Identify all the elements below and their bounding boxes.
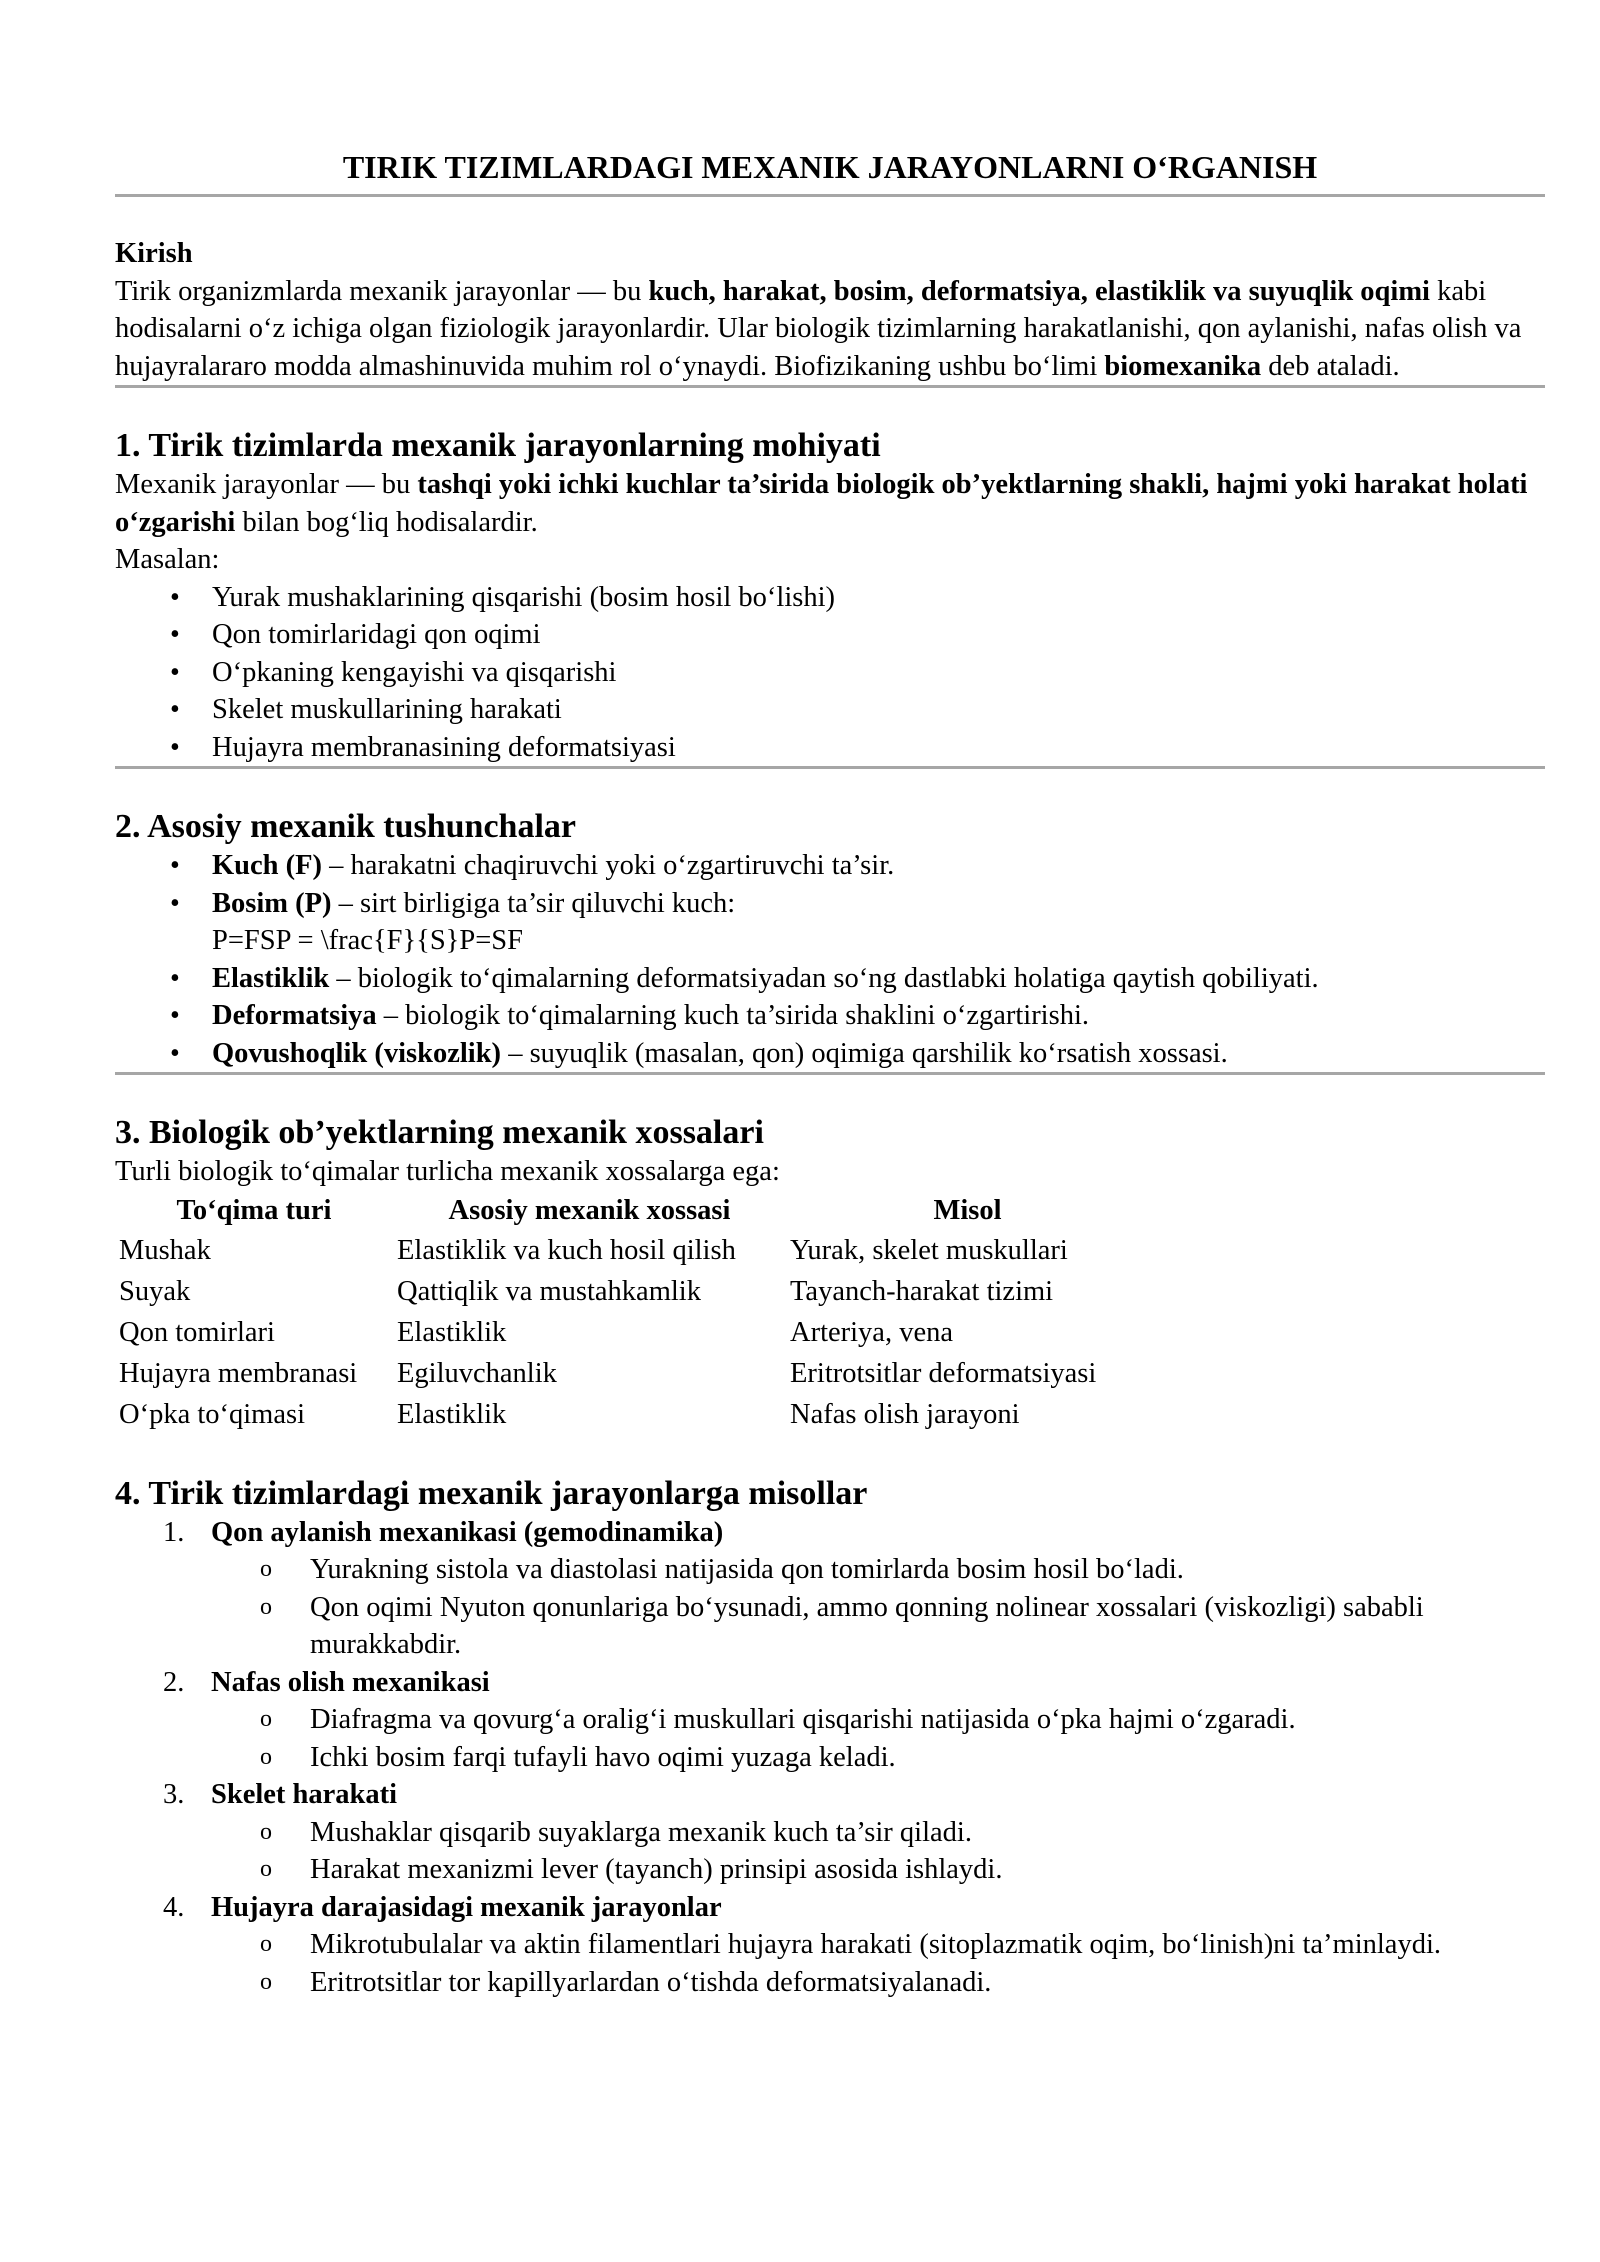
term: Deformatsiya (212, 1000, 377, 1031)
item-title: Qon aylanish mexanikasi (gemodinamika) (211, 1516, 724, 1548)
term: Kuch (F) (212, 850, 323, 881)
numbered-item (163, 1664, 1545, 1777)
column-header: To‘qima turi (176, 1194, 332, 1226)
list-item (170, 997, 1545, 1035)
term: Qovushoqlik (viskozlik) (212, 1037, 502, 1069)
item-number: 1. (163, 1516, 185, 1548)
table-header-row (115, 1191, 1149, 1231)
intro-text-3: deb ataladi. (1261, 350, 1400, 382)
sub-item: o Harakat mexanizmi lever (tayanch) prinsipi asosida ishlaydi. (260, 1851, 1545, 1889)
table-cell: Suyak (119, 1276, 191, 1307)
term-description: – suyuqlik (masalan, qon) oqimiga qarshilik ko‘rsatish xossasi. (501, 1037, 1228, 1069)
intro-bold-2: biomexanika (1104, 350, 1262, 382)
section-1 (115, 388, 1545, 766)
intro-text-2: kabi hodisalarni o‘z ichiga olgan fiziologik jarayonlardir. Ular biologik tizimlarning harakatlanishi, qon aylanishi, nafas olish va hujayralararo modda almashinuvida muhim rol o‘ynaydi. Biofizikaning ushbu bo‘limi (115, 275, 1522, 382)
table-row (115, 1395, 1149, 1436)
sub-list (163, 1701, 1545, 1776)
concepts-list-continued (115, 960, 1545, 1073)
column-header: Asosiy mexanik xossasi (448, 1194, 731, 1226)
section-3-heading: 3. Biologik ob’yektlarning mexanik xossalari (115, 1114, 764, 1151)
sub-item: o Diafragma va qovurg‘a oralig‘i muskullari qisqarishi natijasida o‘pka hajmi o‘zgaradi. (260, 1701, 1545, 1739)
examples-numbered-list (115, 1514, 1545, 2002)
table-cell: Arteriya, vena (790, 1317, 953, 1348)
item-title: Nafas olish mexanikasi (211, 1666, 490, 1698)
table-row (115, 1313, 1149, 1354)
numbered-item (163, 1889, 1545, 2002)
table-cell: O‘pka to‘qimasi (119, 1399, 306, 1430)
intro-paragraph (115, 273, 1545, 386)
table-cell: Mushak (119, 1235, 211, 1266)
s1-text-2: bilan bog‘liq hodisalardir. (235, 506, 538, 538)
examples-label: Masalan: (115, 544, 220, 575)
list-item: • Skelet muskullarining harakati (170, 691, 1545, 729)
divider (115, 194, 1545, 197)
table-row (115, 1272, 1149, 1313)
table-cell: Elastiklik (397, 1317, 507, 1348)
table-cell: Nafas olish jarayoni (790, 1399, 1020, 1430)
table-cell: Qon tomirlari (119, 1317, 275, 1348)
section-1-heading: 1. Tirik tizimlarda mexanik jarayonlarning mohiyati (115, 427, 881, 464)
sub-item: o Eritrotsitlar tor kapillyarlardan o‘tishda deformatsiyalanadi. (260, 1964, 1545, 2002)
table-cell: Yurak, skelet muskullari (790, 1235, 1068, 1266)
list-item (170, 960, 1545, 998)
table-cell: Elastiklik (397, 1399, 507, 1430)
section-3 (115, 1075, 1545, 1436)
section-2-heading: 2. Asosiy mexanik tushunchalar (115, 808, 576, 845)
term: Bosim (P) (212, 887, 332, 919)
list-item (170, 885, 1545, 923)
list-item (170, 847, 1545, 885)
table-row (115, 1231, 1149, 1272)
item-number: 2. (163, 1666, 185, 1698)
item-title: Skelet harakati (211, 1779, 398, 1810)
numbered-item (163, 1776, 1545, 1889)
term-description: – harakatni chaqiruvchi yoki o‘zgartiruvchi ta’sir. (322, 850, 895, 881)
sub-item: o Mushaklar qisqarib suyaklarga mexanik kuch ta’sir qiladi. (260, 1814, 1545, 1852)
term-description: – biologik to‘qimalarning deformatsiyadan so‘ng dastlabki holatiga qaytish qobiliyati. (329, 962, 1319, 994)
numbered-item (163, 1514, 1545, 1664)
section-4-heading: 4. Tirik tizimlardagi mexanik jarayonlarga misollar (115, 1474, 868, 1512)
item-title: Hujayra darajasidagi mexanik jarayonlar (211, 1891, 722, 1923)
sub-item: o Yurakning sistola va diastolasi natijasida qon tomirlarda bosim hosil bo‘ladi. (260, 1551, 1545, 1589)
document-title: TIRIK TIZIMLARDAGI MEXANIK JARAYONLARNI O‘RGANISH (342, 149, 1318, 185)
intro-bold-1: kuch, harakat, bosim, deformatsiya, elastiklik va suyuqlik oqimi (648, 275, 1430, 307)
list-item: • O‘pkaning kengayishi va qisqarishi (170, 654, 1545, 692)
table-cell: Hujayra membranasi (119, 1358, 358, 1389)
term-description: – sirt birligiga ta’sir qiluvchi kuch: (331, 887, 736, 919)
term-description: – biologik to‘qimalarning kuch ta’sirida shaklini o‘zgartirishi. (376, 1000, 1089, 1031)
properties-table (115, 1191, 1149, 1436)
section-4 (115, 1436, 1545, 2002)
table-cell: Eritrotsitlar deformatsiyasi (790, 1358, 1097, 1389)
sub-item: o Ichki bosim farqi tufayli havo oqimi yuzaga keladi. (260, 1739, 1545, 1777)
list-item: • Yurak mushaklarining qisqarishi (bosim hosil bo‘lishi) (170, 579, 1545, 617)
sub-item: o Qon oqimi Nyuton qonunlariga bo‘ysunadi, ammo qonning nolinear xossalari (viskozligi) sababli murakkabdir. (260, 1589, 1545, 1664)
column-header: Misol (933, 1194, 1002, 1226)
list-item: • Qon tomirlaridagi qon oqimi (170, 616, 1545, 654)
table-cell: Tayanch-harakat tizimi (790, 1276, 1054, 1307)
sub-list (163, 1926, 1545, 2001)
sub-list (163, 1814, 1545, 1889)
pressure-formula: P=FSP = \frac{F}{S}P=SF (212, 925, 523, 956)
concepts-list (115, 847, 1545, 922)
list-item (170, 1035, 1545, 1073)
table-row (115, 1354, 1149, 1395)
term: Elastiklik (212, 962, 330, 994)
table-cell: Egiluvchanlik (397, 1358, 557, 1389)
intro-label: Kirish (115, 238, 193, 269)
list-item: • Hujayra membranasining deformatsiyasi (170, 729, 1545, 767)
s1-text-1: Mexanik jarayonlar — bu (115, 469, 418, 500)
item-number: 4. (163, 1891, 185, 1923)
sub-item: o Mikrotubulalar va aktin filamentlari hujayra harakati (sitoplazmatik oqim, bo‘linish)ni ta’minlaydi. (260, 1926, 1545, 1964)
item-number: 3. (163, 1779, 185, 1810)
table-cell: Qattiqlik va mustahkamlik (397, 1276, 701, 1307)
section-2 (115, 769, 1545, 1072)
section-3-intro: Turli biologik to‘qimalar turlicha mexanik xossalarga ega: (115, 1156, 780, 1187)
examples-list (115, 579, 1545, 767)
section-1-paragraph (115, 466, 1545, 541)
intro-section (115, 235, 1545, 385)
sub-list (163, 1551, 1545, 1664)
s1-bold-1: tashqi yoki ichki kuchlar ta’sirida biologik ob’yektlarning shakli, hajmi yoki harakat holati o‘zgarishi (115, 469, 1528, 538)
intro-text-1: Tirik organizmlarda mexanik jarayonlar — bu (115, 275, 649, 307)
document-page (115, 148, 1545, 2001)
table-cell: Elastiklik va kuch hosil qilish (397, 1235, 736, 1266)
